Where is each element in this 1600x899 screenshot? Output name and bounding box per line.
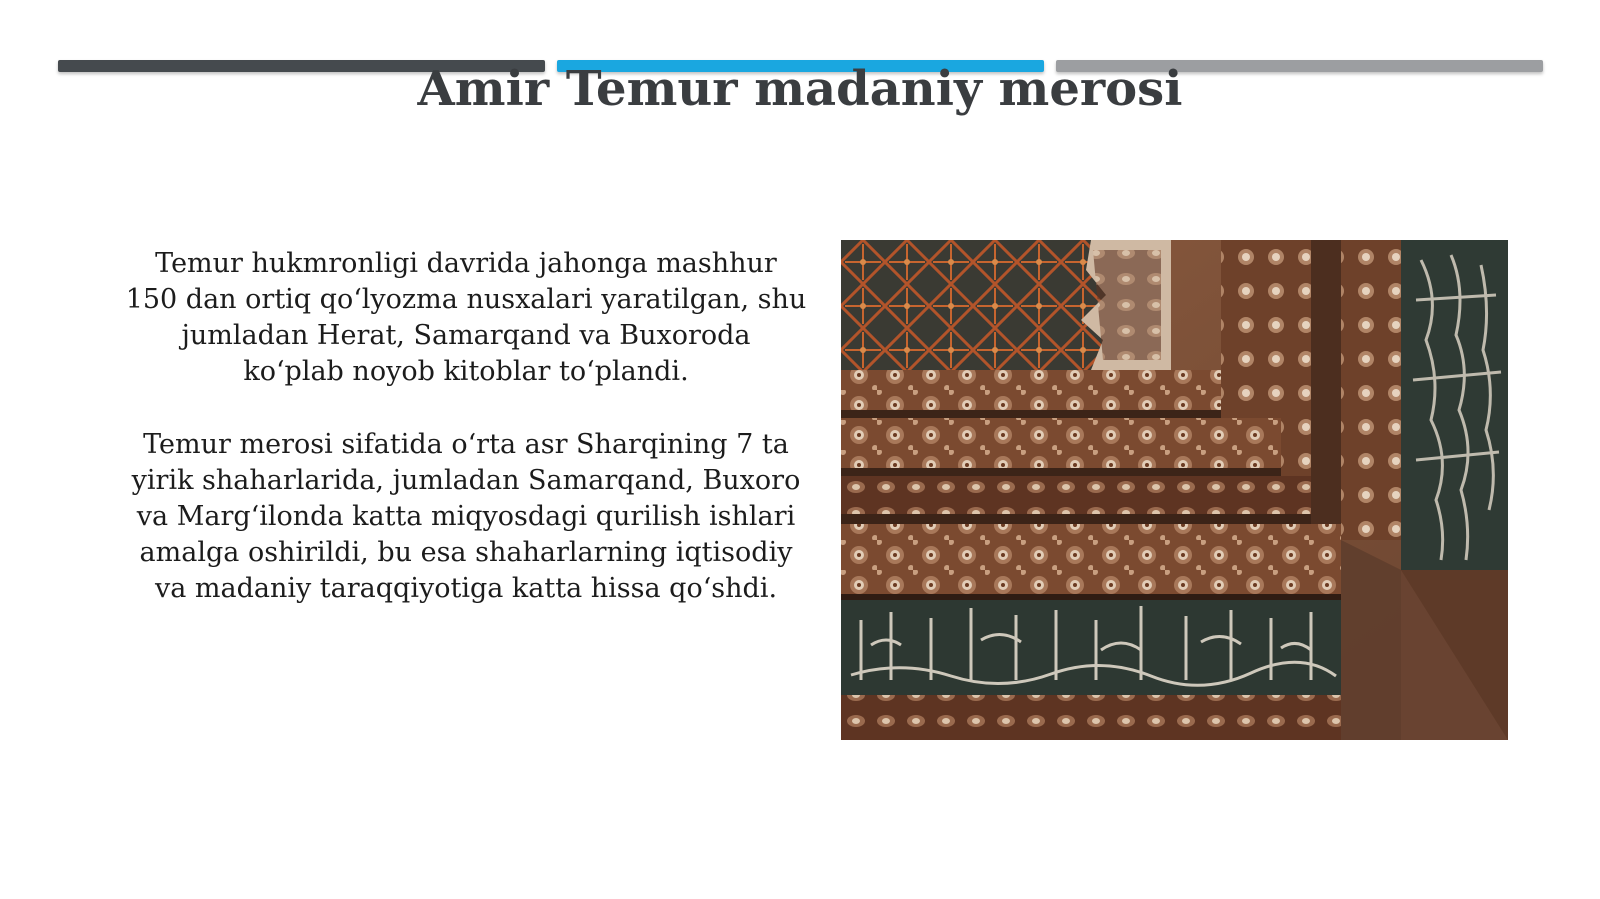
paragraph-manuscripts: Temur hukmronligi davrida jahonga mashhur 150 dan ortiq qo‘lyozma nusxalari yaratilgan, shu jumladan Herat, Samarqand va Buxoroda ko‘plab noyob kitoblar to‘plandi. xyxy=(125,248,807,387)
slide-title: Amir Temur madaniy merosi xyxy=(417,61,1183,117)
ornament-photo xyxy=(841,240,1508,740)
paragraph-construction: Temur merosi sifatida o‘rta asr Sharqining 7 ta yirik shaharlarida, jumladan Samarqand, Buxoro va Marg‘ilonda katta miqyosdagi qurilish ishlari amalga oshirildi, bu esa shaharlarning iqtisodiy va madaniy taraqqiyotiga katta hissa qo‘shdi. xyxy=(131,429,801,604)
ornament-photo-graphic xyxy=(841,240,1508,740)
